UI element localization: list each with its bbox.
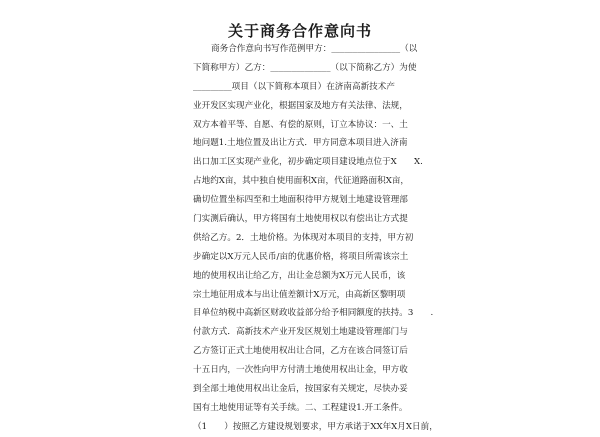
- body-line: 付款方式．高新技术产业开发区规划土地建设管理部门与: [193, 327, 408, 338]
- body-line: 下简称甲方）乙方：______________（以下简称乙方）为使: [193, 62, 417, 73]
- body-line: 十五日内，一次性向甲方付清土地使用权出让金，甲方收: [193, 365, 408, 376]
- body-line: 商务合作意向书写作范例甲方：________________（以: [211, 44, 418, 54]
- body-line: 门实测后确认，甲方将国有土地使用权以有偿出让方式提: [193, 214, 408, 225]
- body-line: 到全部土地使用权出让金后，按国家有关规定，尽快办妥: [193, 384, 408, 395]
- body-line: 宗土地征用成本与出让值差额计X万元，由高新区黎明项: [193, 289, 406, 300]
- body-line: 供给乙方。2．土地价格。为体现对本项目的支持，甲方初: [193, 232, 414, 243]
- body-line: （1 ）按照乙方建设规划要求，甲方承诺于XX年X月X日前，: [193, 421, 438, 432]
- body-line: 步确定以X万元人民币/亩的优惠价格，将项目所需该宗土: [193, 251, 409, 262]
- body-line: 地的使用权出让给乙方，出让金总额为X万元人民币，该: [193, 270, 406, 281]
- body-line: 业开发区实现产业化，根据国家及地方有关法律、法规，: [193, 100, 408, 111]
- document-title: 关于商务合作意向书: [227, 22, 372, 40]
- body-line: _________项目（以下简称本项目）在济南高新技术产: [193, 81, 395, 92]
- body-line: 国有土地使用证等有关手续。二、工程建设1.开工条件。: [193, 402, 408, 413]
- body-line: 出口加工区实现产业化，初步确定项目建设地点位于X X.: [193, 157, 423, 168]
- body-line: 地问题1.土地位置及出让方式．甲方同意本项目进入济南: [193, 138, 408, 149]
- body-line: 双方本着平等、自愿、有偿的原则，订立本协议：一、土: [193, 119, 408, 130]
- body-line: 目单位纳税中高新区财政收益部分给予相同额度的扶持。3 .: [193, 308, 434, 319]
- document-body: [193, 40, 438, 437]
- body-line: 乙方签订正式土地使用权出让合同，乙方在该合同签订后: [193, 346, 408, 357]
- body-line: 占地约X亩，其中独自使用面积X亩，代征道路面积X亩，: [193, 176, 410, 187]
- body-line: 确切位置坐标四至和土地面积待甲方规划土地建设管理部: [193, 195, 408, 206]
